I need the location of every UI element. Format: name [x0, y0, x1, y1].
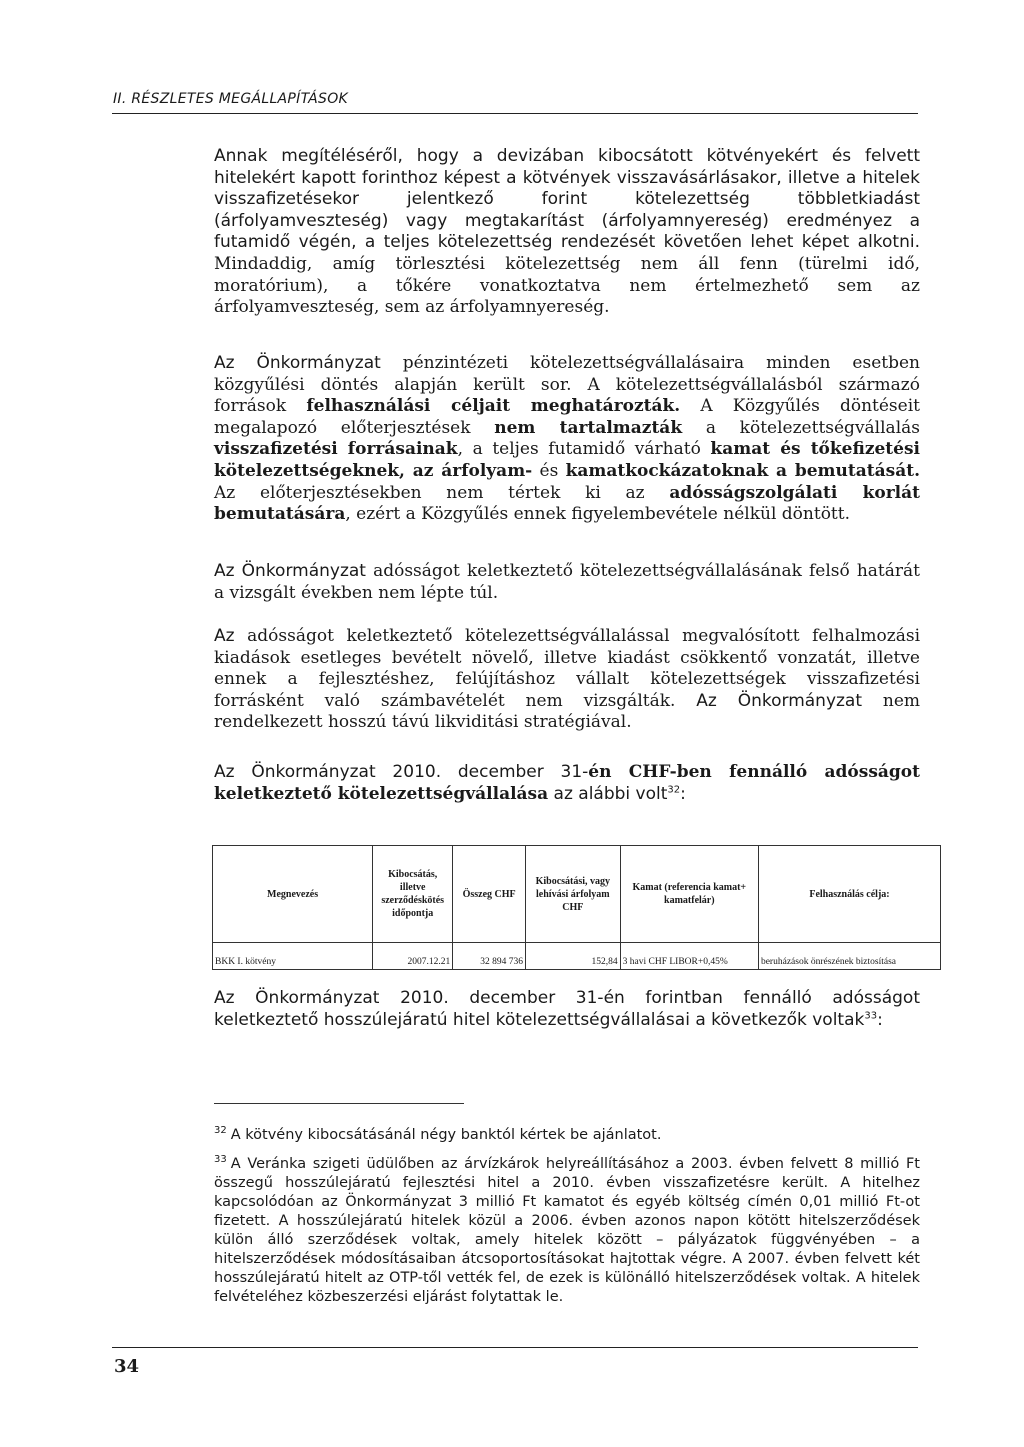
paragraph-5-text [214, 762, 920, 804]
text-segment: kamat és tőkefizetési kötelezettségeknek, az árfolyam- [214, 439, 921, 481]
text-segment: , ezért a Közgyűlés ennek figyelembevétele nélkül döntött. [345, 504, 850, 525]
paragraph-4 [214, 626, 920, 734]
footnote-32 [214, 1126, 920, 1145]
footnote-text: A Veránka szigeti üdülőben az árvízkárok helyreállításához a 2003. évben felvett 8 millió Ft összegű hosszúlejáratú fejlesztési hitel a 2010. évben visszafizetésre került. A hitelhez kapcsolódóan az Önkormányzat 3 millió Ft kamatot és egyéb költség címén 0,01 millió Ft-ot fizetett. A hosszúlejáratú hitelek közül a 2006. évben azonos napon kötött hitelszerződések külön álló szerződések voltak, amely hitelek között – pályázatok függvényében – a hitelszerződések módosításaiban átcsoportosításokat hajtottak végre. A 2007. évben felvett két hosszúlejáratú hitelt az OTP-től vették fel, de ezek is különálló hitelszerződések voltak. A hitelek felvételéhez közbeszerzési eljárást folytattak le. [214, 1156, 920, 1305]
cell-date: 2007.12.21 [373, 943, 453, 970]
text-segment: A Közgyűlés döntéseit megalapozó előterjesztések [214, 396, 920, 438]
col-header-date: Kibocsátás, illetve szerződéskötés időpontja [373, 846, 453, 943]
col-header-name: Megnevezés [213, 846, 373, 943]
footnote-number: 32 [214, 1125, 227, 1137]
text-segment: Az [214, 626, 248, 646]
text-segment: nem rendelkezett hosszú távú likviditási stratégiával. [214, 690, 921, 733]
text-segment: én CHF-ben fennálló adósságot keletkeztető kötelezettségvállalása [214, 762, 920, 804]
text-segment: Mindaddig, amíg törlesztési kötelezettség nem áll fenn (türelmi idő, moratórium), a tőkére vonatkoztatva nem értelmezhető sem az árfolyamveszteség, sem az árfolyamnyereség. [214, 253, 920, 318]
text-segment: felhasználási céljait meghatározták. [306, 396, 681, 417]
paragraph-3 [214, 561, 920, 604]
text-segment: adósságszolgálati korlát bemutatására [214, 482, 921, 525]
text-segment: az alábbi volt [548, 783, 668, 804]
cell-purpose: beruházások önrészének biztosítása [758, 943, 940, 970]
footnote-number: 33 [214, 1154, 227, 1166]
col-header-purpose: Felhasználás célja: [758, 846, 940, 943]
text-segment: Az Önkormányzat [696, 690, 883, 711]
footnote-divider [214, 1103, 464, 1104]
cell-rate: 152,84 [526, 943, 621, 970]
paragraph-6-text [214, 988, 920, 1030]
text-segment: Az Önkormányzat 2010. december 31- [214, 762, 589, 782]
footnote-33 [214, 1155, 920, 1307]
text-segment: , a teljes futamidő várható [457, 439, 711, 460]
text-segment: adósságot keletkeztető kötelezettségvállalással megvalósított felhalmozási kiadások esetleges bevételt növelő, illetve kiadást csökkentő vonzatát, illetve ennek a fejlesztéshez, felújításhoz vállalt kötelezettségek visszafizetési forrásként való számbavételét nem vizsgálták. [214, 626, 921, 711]
footnote-ref-32[interactable]: 32 [667, 783, 681, 795]
cell-interest: 3 havi CHF LIBOR+0,45% [620, 943, 758, 970]
table-header-row [213, 846, 941, 943]
text-segment: visszafizetési forrásainak [214, 439, 458, 460]
text-segment: Az Önkormányzat 2010. december 31-én forintban fennálló adósságot keletkeztető hosszúlejáratú hitel kötelezettségvállalásai a következők voltak [214, 988, 920, 1030]
text-segment: a kötelezettségvállalás [682, 417, 920, 438]
table-row [213, 943, 941, 970]
cell-name: BKK I. kötvény [213, 943, 373, 970]
paragraph-6: Az Önkormányzat 2010. december 31-én forintban fennálló adósságot keletkeztető hosszúlejáratú hitel kötelezettségvállalásai a következők voltak$^{33}$: [214, 988, 920, 1030]
col-header-amount: Összeg CHF [453, 846, 526, 943]
text-segment: pénzintézeti kötelezettségvállalásaira minden esetben közgyűlési döntés alapján került sor. A kötelezettségvállalásból származó források [214, 353, 920, 417]
text-segment: kamatkockázatoknak a bemutatását. [565, 460, 920, 481]
footnote-ref-33[interactable]: 33 [864, 1009, 878, 1021]
text-segment: Annak megítéléséről, hogy a devizában kibocsátott kötvényekért és felvett hitelekért kapott forinthoz képest a kötvények visszavásárlásakor, illetve a hitelek visszafizetésekor jelentkező forint kötelezettség többletkiadást (árfolyamveszteség) vagy megtakarítást (árfolyamnyereség) eredményez a futamidő végén, a teljes kötelezettség rendezését követően lehet képet alkotni. [214, 146, 920, 253]
cell-amount: 32 894 736 [453, 943, 526, 970]
text-segment: Az Önkormányzat [214, 561, 374, 581]
text-segment: nem tartalmazták [494, 417, 683, 438]
text-segment: adósságot keletkeztető kötelezettségvállalásának felső határát a vizsgált években nem lépte túl. [214, 561, 920, 603]
paragraph-2 [214, 353, 920, 526]
col-header-rate: Kibocsátási, vagy lehívási árfolyam CHF [526, 846, 621, 943]
chf-debt-table [212, 845, 941, 970]
col-header-interest: Kamat (referencia kamat+ kamatfelár) [620, 846, 758, 943]
page-number: 34 [114, 1356, 140, 1377]
paragraph-1 [214, 146, 920, 319]
text-segment: Az Önkormányzat [214, 353, 403, 373]
footer-divider [112, 1347, 918, 1348]
running-header: II. RÉSZLETES MEGÁLLAPÍTÁSOK [113, 91, 349, 107]
text-segment: és [532, 460, 566, 481]
paragraph-5: Az Önkormányzat 2010. december 31-én CHF-ben fennálló adósságot keletkeztető kötelezettségvállalása az alábbi volt$^{32}$: [214, 762, 920, 804]
header-divider [112, 113, 918, 114]
footnote-text: A kötvény kibocsátásánál négy banktól kértek be ajánlatot. [230, 1127, 662, 1143]
text-segment: Az előterjesztésekben nem tértek ki az [214, 482, 670, 503]
